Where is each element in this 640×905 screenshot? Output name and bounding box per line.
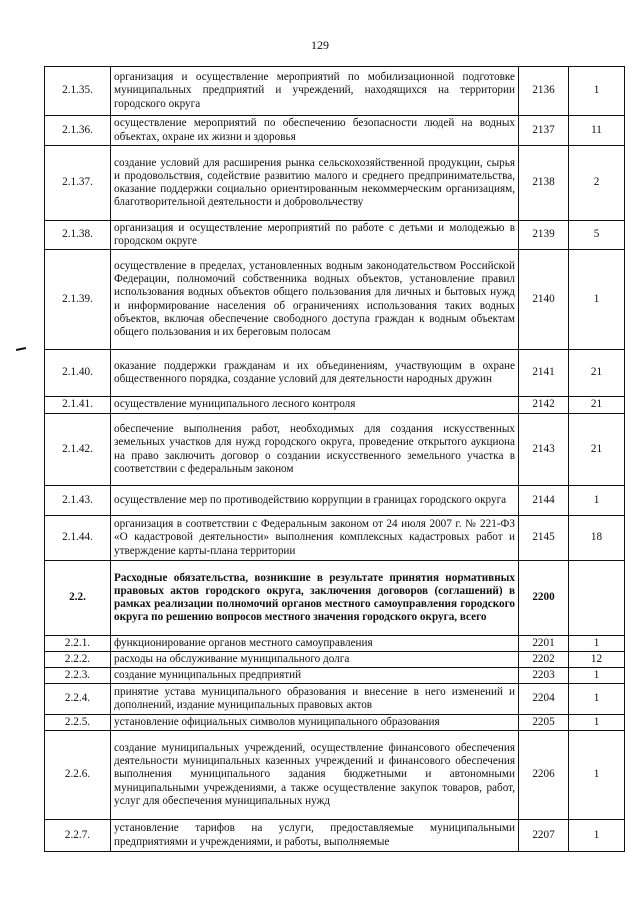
- row-description: оказание поддержки гражданам и их объединениям, участвующим в охране общественного порядка, создание условий для деятельности народных дружин: [111, 350, 519, 397]
- row-number: 2.1.40.: [45, 350, 111, 397]
- row-number: 2.2.5.: [45, 715, 111, 731]
- row-number: 2.1.35.: [45, 67, 111, 116]
- row-code: 2207: [519, 820, 569, 852]
- page-number: 129: [311, 38, 329, 52]
- row-description: функционирование органов местного самоуправления: [111, 636, 519, 652]
- row-description: создание муниципальных предприятий: [111, 668, 519, 684]
- row-number: 2.1.38.: [45, 221, 111, 250]
- row-number: 2.2.4.: [45, 684, 111, 715]
- row-value: 1: [569, 486, 625, 516]
- table-row: [45, 350, 625, 397]
- row-code: 2143: [519, 414, 569, 486]
- row-description: установление тарифов на услуги, предоставляемые муниципальными предприятиями и учреждениями, и работы, выполняемые: [111, 820, 519, 852]
- margin-mark: [16, 347, 26, 351]
- table-row: [45, 67, 625, 116]
- table-row: [45, 636, 625, 652]
- row-description: организация и осуществление мероприятий по работе с детьми и молодежью в городском округе: [111, 221, 519, 250]
- row-number: 2.2.6.: [45, 731, 111, 820]
- row-code: 2205: [519, 715, 569, 731]
- row-value: 21: [569, 350, 625, 397]
- row-code: 2144: [519, 486, 569, 516]
- row-description: создание условий для расширения рынка сельскохозяйственной продукции, сырья и продовольствия, содействие развитию малого и среднего предпринимательства, оказание поддержки социально ориентированным некоммерческим организациям, благотворительной деятельности и добровольчеству: [111, 146, 519, 221]
- row-number: 2.1.37.: [45, 146, 111, 221]
- row-description: принятие устава муниципального образования и внесение в него изменений и дополнений, издание муниципальных правовых актов: [111, 684, 519, 715]
- row-number: 2.2.1.: [45, 636, 111, 652]
- table-row: [45, 668, 625, 684]
- table-row-section: [45, 561, 625, 636]
- row-code: 2202: [519, 652, 569, 668]
- row-number: 2.1.39.: [45, 250, 111, 350]
- row-value: 1: [569, 668, 625, 684]
- row-description: осуществление мер по противодействию коррупции в границах городского округа: [111, 486, 519, 516]
- row-description: создание муниципальных учреждений, осуществление финансового обеспечения деятельности муниципальных казенных учреждений и финансового обеспечения выполнения муниципального задания бюджетными и автономными муниципальными учреждениями, а также осуществление закупок товаров, работ, услуг для обеспечения муниципальных нужд: [111, 731, 519, 820]
- row-number: 2.2.3.: [45, 668, 111, 684]
- row-code: 2204: [519, 684, 569, 715]
- row-code: 2206: [519, 731, 569, 820]
- row-description: установление официальных символов муниципального образования: [111, 715, 519, 731]
- row-description: осуществление муниципального лесного контроля: [111, 397, 519, 414]
- row-code: 2200: [519, 561, 569, 636]
- table-row: [45, 820, 625, 852]
- row-value: 2: [569, 146, 625, 221]
- row-value: 11: [569, 116, 625, 146]
- row-code: 2201: [519, 636, 569, 652]
- row-description: расходы на обслуживание муниципального долга: [111, 652, 519, 668]
- row-code: 2203: [519, 668, 569, 684]
- row-code: 2139: [519, 221, 569, 250]
- row-code: 2142: [519, 397, 569, 414]
- row-value: 1: [569, 820, 625, 852]
- obligations-table: [44, 66, 625, 852]
- row-number: 2.1.41.: [45, 397, 111, 414]
- row-value: [569, 561, 625, 636]
- table-row: [45, 684, 625, 715]
- table-row: [45, 731, 625, 820]
- table-row: [45, 250, 625, 350]
- row-code: 2141: [519, 350, 569, 397]
- row-description: организация в соответствии с Федеральным законом от 24 июля 2007 г. № 221-ФЗ «О кадастровой деятельности» выполнения комплексных кадастровых работ и утверждение карты-плана территории: [111, 516, 519, 561]
- row-number: 2.1.43.: [45, 486, 111, 516]
- row-number: 2.1.42.: [45, 414, 111, 486]
- row-value: 1: [569, 67, 625, 116]
- row-value: 21: [569, 397, 625, 414]
- table-row: [45, 414, 625, 486]
- row-description: организация и осуществление мероприятий по мобилизационной подготовке муниципальных предприятий и учреждений, находящихся на территории городского округа: [111, 67, 519, 116]
- table-row: [45, 486, 625, 516]
- table-row: [45, 652, 625, 668]
- row-code: 2138: [519, 146, 569, 221]
- row-value: 1: [569, 636, 625, 652]
- row-description: обеспечение выполнения работ, необходимых для создания искусственных земельных участков для нужд городского округа, проведение открытого аукциона на право заключить договор о создании искусственного земельного участка в соответствии с федеральным законом: [111, 414, 519, 486]
- row-number: 2.1.44.: [45, 516, 111, 561]
- row-value: 1: [569, 715, 625, 731]
- row-value: 5: [569, 221, 625, 250]
- row-description: осуществление мероприятий по обеспечению безопасности людей на водных объектах, охране их жизни и здоровья: [111, 116, 519, 146]
- row-number: 2.1.36.: [45, 116, 111, 146]
- row-number: 2.2.: [45, 561, 111, 636]
- row-value: 1: [569, 250, 625, 350]
- row-value: 1: [569, 684, 625, 715]
- row-number: 2.2.7.: [45, 820, 111, 852]
- row-value: 12: [569, 652, 625, 668]
- row-code: 2137: [519, 116, 569, 146]
- row-code: 2136: [519, 67, 569, 116]
- row-description: Расходные обязательства, возникшие в результате принятия нормативных правовых актов городского округа, заключения договоров (соглашений) в рамках реализации полномочий органов местного самоуправления городского округа по решению вопросов местного значения городского округа, всего: [111, 561, 519, 636]
- row-code: 2145: [519, 516, 569, 561]
- row-value: 1: [569, 731, 625, 820]
- table-row: [45, 397, 625, 414]
- row-description: осуществление в пределах, установленных водным законодательством Российской Федерации, полномочий собственника водных объектов, установление правил использования водных объектов общего пользования для личных и бытовых нужд и информирование населения об ограничениях использования таких водных объектов, включая обеспечение свободного доступа граждан к водным объектам общего пользования и их береговым полосам: [111, 250, 519, 350]
- table-row: [45, 715, 625, 731]
- row-number: 2.2.2.: [45, 652, 111, 668]
- row-value: 18: [569, 516, 625, 561]
- row-code: 2140: [519, 250, 569, 350]
- row-value: 21: [569, 414, 625, 486]
- table-row: [45, 221, 625, 250]
- table-row: [45, 146, 625, 221]
- table-row: [45, 516, 625, 561]
- table-row: [45, 116, 625, 146]
